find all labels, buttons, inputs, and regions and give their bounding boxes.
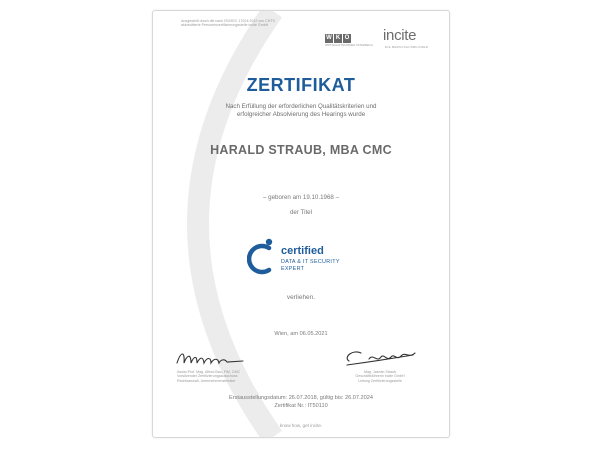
footer-slogan: know how, get incite. <box>279 423 323 428</box>
certificate-number: Zertifikat Nr.: IT50110 <box>274 402 328 409</box>
issue-dates: Erstausstellungsdatum: 26.07.2018, gültig bis: 26.07.2024 <box>229 395 373 401</box>
wko-letter: K <box>335 34 341 41</box>
badge-title: certified <box>281 245 324 257</box>
incite-tagline: DIE BERUFSAUSBILDNER <box>385 45 429 49</box>
incite-logo: incite <box>383 27 417 44</box>
holder-name: HARALD STRAUB, MBA CMC <box>210 143 392 157</box>
issue-info <box>153 395 449 410</box>
subtitle-line: Nach Erfüllung der erforderlichen Qualitätskriterien und <box>225 103 377 110</box>
certificate-subtitle <box>183 103 419 119</box>
certificate-title: ZERTIFIKAT <box>246 75 356 95</box>
signatory-line: Rechtsanwalt, Unternehmensberater <box>177 378 236 383</box>
wko-letter: O <box>344 34 350 41</box>
wko-logo <box>325 33 367 43</box>
signatory-line: Leitung Zertifizierungsstelle <box>358 378 402 383</box>
title-intro: der Titel <box>289 209 312 216</box>
signature-right <box>339 345 429 369</box>
accreditation-line: akkreditierte Personenzertifizierungsstelle incite GmbH <box>181 23 269 28</box>
signatory-line: Vorsitzender Zertifizierungsausschuss <box>177 374 238 379</box>
certificate-page <box>152 10 450 438</box>
awarded-text: verliehen. <box>286 294 316 301</box>
birth-date: – geboren am 19.10.1968 – <box>262 194 340 201</box>
subtitle-line: erfolgreicher Absolvierung des Hearings wurde <box>236 111 366 118</box>
signatory-line: Assist.Prof. Mag. Alfred Bau, FIM, CMC <box>177 370 241 374</box>
accreditation-line: Ausgestellt durch die nach ISO/IEC 17024:2012 von CHTS <box>181 19 275 23</box>
signatory-right <box>325 370 435 383</box>
signatory-left <box>177 370 287 383</box>
signatory-line: Mag. Jasmin Straub <box>364 370 396 374</box>
badge-line: DATA & IT SECURITY <box>281 259 340 265</box>
certified-logo-icon <box>247 236 277 278</box>
signature-left <box>173 347 263 369</box>
signatory-line: Geschäftsführerin incite GmbH <box>355 374 405 379</box>
wko-letter: W <box>326 34 332 41</box>
accreditation-note <box>181 19 321 28</box>
badge-line: EXPERT <box>281 266 305 272</box>
wko-caption: WIRTSCHAFTSKAMMER ÖSTERREICH <box>325 44 373 47</box>
place-date: Wien, am 06.05.2021 <box>274 331 328 337</box>
